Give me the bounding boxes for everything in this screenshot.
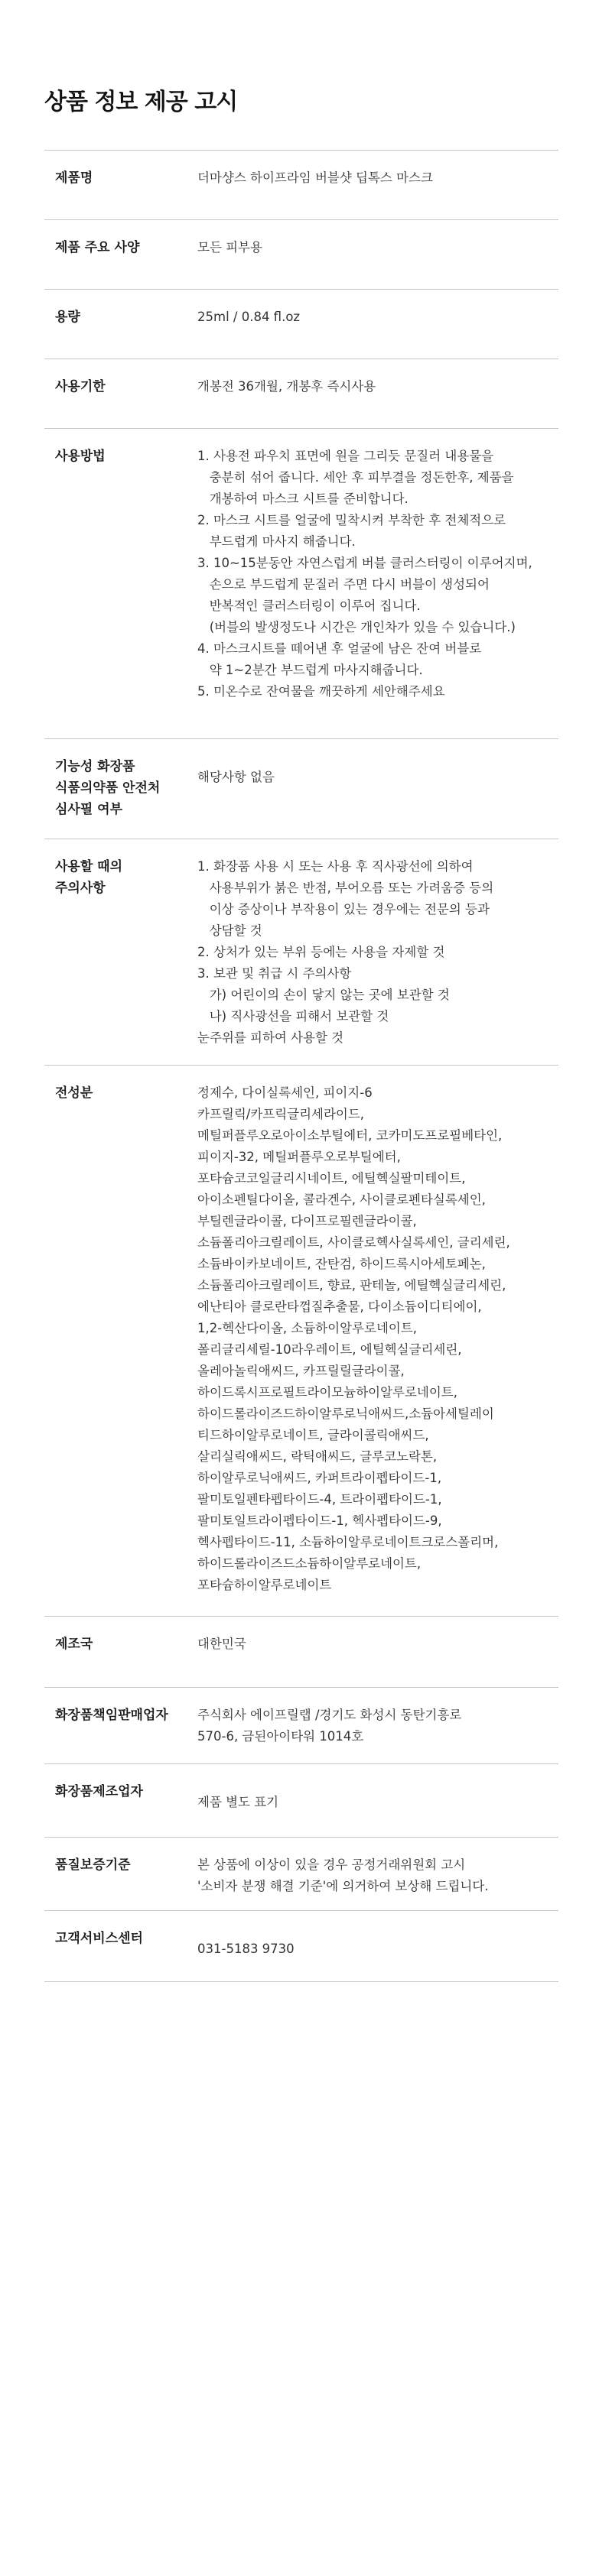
value-line: 제품 별도 표기	[197, 1795, 279, 1809]
info-row-value	[197, 1854, 558, 1897]
value-line: 1. 화장품 사용 시 또는 사용 후 직사광선에 의하여	[197, 859, 474, 874]
info-row-value	[197, 237, 558, 258]
info-row-label	[55, 376, 106, 397]
info-row-value	[197, 1082, 558, 1596]
info-row-value	[197, 376, 558, 397]
value-line: 해당사항 없음	[197, 770, 275, 784]
value-line: 3. 10~15분동안 자연스럽게 버블 클러스터링이 이루어지며,	[197, 556, 532, 570]
value-line: 메틸퍼플루오로아이소부틸에터, 코카미도프로필베타인,	[197, 1128, 503, 1143]
label-line: 품질보증기준	[55, 1857, 131, 1873]
value-line: 나) 직사광선을 피해서 보관할 것	[197, 1009, 389, 1024]
value-line: 아이소펜틸다이올, 콜라겐수, 사이클로펜타실록세인,	[197, 1192, 486, 1207]
value-line: 2. 상처가 있는 부위 등에는 사용을 자제할 것	[197, 945, 445, 959]
value-line: 포타슘코코일글리시네이트, 에틸헥실팔미테이트,	[197, 1171, 466, 1186]
info-row	[44, 219, 558, 289]
value-line: 3. 보관 및 취급 시 주의사항	[197, 966, 352, 981]
value-line: 개봉하여 마스크 시트를 준비합니다.	[197, 492, 409, 506]
label-line: 사용방법	[55, 449, 106, 464]
value-line: 소듐바이카보네이트, 잔탄검, 하이드록시아세토페논,	[197, 1257, 486, 1271]
value-line: 상담할 것	[197, 923, 262, 938]
info-row-label	[55, 756, 160, 820]
info-row-value	[197, 1792, 558, 1813]
value-line: 이상 증상이나 부작용이 있는 경우에는 전문의 등과	[197, 902, 490, 917]
value-line: 반복적인 클러스터링이 이루어 집니다.	[197, 599, 421, 613]
info-row-label	[55, 1928, 143, 1949]
info-row	[44, 1837, 558, 1910]
label-line: 식품의약품 안전처	[55, 780, 161, 796]
value-line: 부드럽게 마사지 해줍니다.	[197, 534, 356, 549]
value-line: 하이드롤라이즈드소듐하이알루로네이트,	[197, 1556, 422, 1571]
label-line: 화장품책임판매업자	[55, 1708, 168, 1723]
value-line: 포타슘하이알루로네이트	[197, 1578, 332, 1592]
value-line: 2. 마스크 시트를 얼굴에 밀착시켜 부착한 후 전체적으로	[197, 513, 506, 527]
info-row	[44, 839, 558, 1065]
value-line: 주식회사 에이프릴랩 /경기도 화성시 동탄기흥로	[197, 1708, 462, 1722]
info-row	[44, 358, 558, 428]
value-line: 정제수, 다이실록세인, 피이지-6	[197, 1085, 373, 1100]
value-line: 개봉전 36개월, 개봉후 즉시사용	[197, 379, 376, 394]
info-row-label	[55, 856, 122, 899]
value-line: 더마샹스 하이프라임 버블샷 딥톡스 마스크	[197, 170, 433, 185]
value-line: 부틸렌글라이콜, 다이프로필렌글라이콜,	[197, 1214, 417, 1228]
info-row	[44, 1763, 558, 1837]
value-line: (버블의 발생정도나 시간은 개인차가 있을 수 있습니다.)	[197, 620, 516, 634]
info-row-label	[55, 167, 93, 189]
value-line: 가) 어린이의 손이 닿지 않는 곳에 보관할 것	[197, 988, 450, 1002]
value-line: 소듐폴리아크릴레이트, 향료, 판테놀, 에틸헥실글리세린,	[197, 1278, 506, 1293]
label-line: 용량	[55, 310, 80, 325]
value-line: 25ml / 0.84 fl.oz	[197, 310, 301, 324]
value-line: 하이드록시프로필트라이모늄하이알루로네이트,	[197, 1385, 457, 1400]
info-row	[44, 150, 558, 219]
value-line: 5. 미온수로 잔여물을 깨끗하게 세안해주세요	[197, 684, 445, 699]
info-row	[44, 289, 558, 358]
info-row-label	[55, 1781, 143, 1802]
value-line: 눈주위를 피하여 사용할 것	[197, 1030, 344, 1045]
label-line: 심사필 여부	[55, 802, 123, 817]
label-line: 전성분	[55, 1085, 93, 1101]
info-row	[44, 1910, 558, 1982]
value-line: 570-6, 금된아이타워 1014호	[197, 1729, 364, 1744]
info-row-value	[197, 767, 558, 788]
label-line: 화장품제조업자	[55, 1784, 143, 1799]
value-line: 대한민국	[197, 1637, 246, 1651]
info-row-label	[55, 1705, 168, 1726]
info-row	[44, 1065, 558, 1616]
info-row-label	[55, 446, 106, 467]
info-row	[44, 1687, 558, 1763]
info-row-value	[197, 1705, 558, 1747]
value-line: 폴리글리세릴-10라우레이트, 에틸헥실글리세린,	[197, 1342, 462, 1357]
info-row-label	[55, 1634, 93, 1655]
value-line: 살리실릭애씨드, 락틱애씨드, 글루코노락톤,	[197, 1449, 438, 1464]
value-line: 약 1~2분간 부드럽게 마사지해줍니다.	[197, 663, 423, 677]
info-row	[44, 1616, 558, 1687]
label-line: 고객서비스센터	[55, 1931, 143, 1946]
info-row-label	[55, 1854, 131, 1876]
product-info-table	[44, 150, 558, 1982]
label-line: 제조국	[55, 1637, 93, 1652]
label-line: 주의사항	[55, 881, 106, 896]
value-line: 소듐폴리아크릴레이트, 사이클로헥사실록세인, 글리세린,	[197, 1235, 510, 1250]
value-line: '소비자 분쟁 해결 기준'에 의거하여 보상해 드립니다.	[197, 1879, 489, 1893]
value-line: 에난티아 클로란타껍질추출물, 다이소듐이디티에이,	[197, 1299, 482, 1314]
value-line: 031-5183 9730	[197, 1942, 295, 1956]
info-row-value	[197, 856, 558, 1049]
value-line: 올레아놀릭애씨드, 카프릴릴글라이콜,	[197, 1364, 405, 1378]
value-line: 본 상품에 이상이 있을 경우 공정거래위원회 고시	[197, 1857, 466, 1872]
label-line: 제품 주요 사양	[55, 240, 140, 255]
info-row-value	[197, 167, 558, 189]
value-line: 모든 피부용	[197, 240, 262, 255]
info-row-value	[197, 446, 558, 702]
label-line: 사용기한	[55, 379, 106, 394]
value-line: 하이알루로닉애씨드, 카퍼트라이펩타이드-1,	[197, 1471, 442, 1485]
value-line: 1,2-헥산다이올, 소듐하이알루로네이트,	[197, 1321, 418, 1335]
value-line: 카프릴릭/카프릭글리세라이드,	[197, 1107, 365, 1121]
value-line: 사용부위가 붉은 반점, 부어오름 또는 가려움증 등의	[197, 881, 494, 895]
value-line: 4. 마스크시트를 떼어낸 후 얼굴에 남은 잔여 버블로	[197, 641, 482, 656]
label-line: 제품명	[55, 170, 93, 186]
label-line: 사용할 때의	[55, 859, 123, 874]
info-row-value	[197, 307, 558, 328]
value-line: 충분히 섞어 줍니다. 세안 후 피부결을 정돈한후, 제품을	[197, 470, 514, 485]
label-line: 기능성 화장품	[55, 759, 135, 774]
info-row-label	[55, 1082, 93, 1104]
value-line: 1. 사용전 파우치 표면에 원을 그리듯 문질러 내용물을	[197, 449, 494, 463]
value-line: 하이드롤라이즈드하이알루로닉애씨드,소듐아세틸레이	[197, 1406, 494, 1421]
info-row-label	[55, 307, 80, 328]
info-row	[44, 738, 558, 839]
info-row	[44, 428, 558, 738]
page-title: 상품 정보 제공 고시	[44, 89, 238, 115]
value-line: 티드하이알루로네이트, 글라이콜릭애씨드,	[197, 1428, 429, 1442]
value-line: 손으로 부드럽게 문질러 주면 다시 버블이 생성되어	[197, 577, 490, 592]
value-line: 팔미토일펜타펩타이드-4, 트라이펩타이드-1,	[197, 1492, 442, 1507]
info-row-label	[55, 237, 139, 258]
info-row-value	[197, 1938, 558, 1960]
value-line: 팔미토일트라이펩타이드-1, 헥사펩타이드-9,	[197, 1513, 442, 1528]
info-row-value	[197, 1634, 558, 1655]
value-line: 헥사펩타이드-11, 소듐하이알루로네이트크로스폴리머,	[197, 1535, 499, 1549]
value-line: 피이지-32, 메틸퍼플루오로부틸에터,	[197, 1150, 401, 1164]
